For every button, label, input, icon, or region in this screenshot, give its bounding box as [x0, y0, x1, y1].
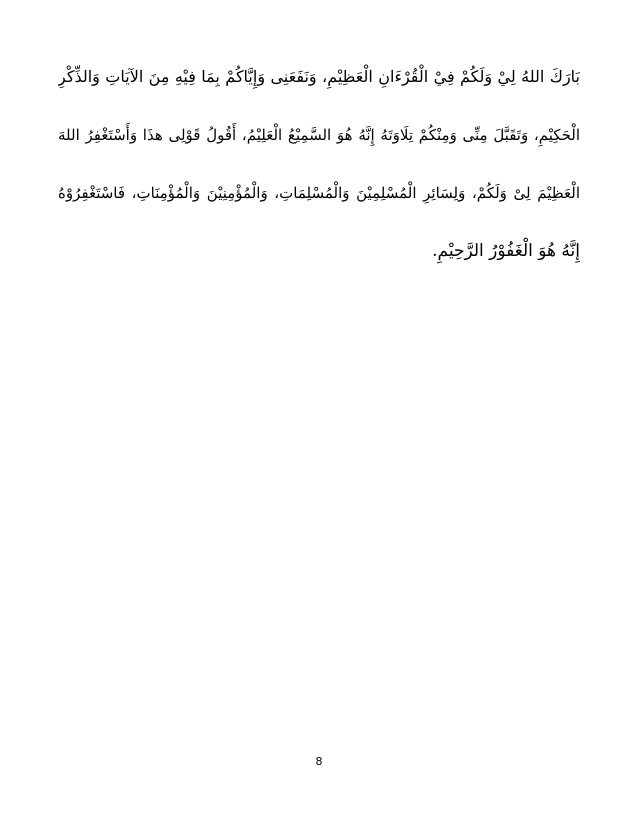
- arabic-paragraph: [58, 48, 580, 280]
- page-number: 8: [315, 755, 323, 768]
- text-line-1: بَارَكَ اللهُ لِيْ وَلَكُمْ فِيْ الْقُرْءَانِ الْعَظِيْمِ، وَنَفَعَنِى وَإِيَّاكُمْ بِمَا فِيْهِ مِنَ الآيَاتِ وَالذِّكْرِ: [58, 67, 580, 86]
- text-line-2: الْحَكِيْمِ، وَتَقَبَّلَ مِنِّى وَمِنْكُمْ تِلَاوَتَهُ إِنَّهُ هُوَ السَّمِيْعُ الْعَلِيْمُ، أَقُولُ قَوْلِى هذَا وَأَسْتَغْفِرُ اللهَ: [58, 126, 580, 144]
- text-line-4: إِنَّهُ هُوَ الْغَفُوْرُ الرَّحِيْمِ.: [432, 241, 580, 261]
- text-line-3: الْعَظِيْمَ لِىْ وَلَكُمْ، وَلِسَائِرِ الْمُسْلِمِيْنَ وَالْمُسْلِمَاتِ، وَالْمُؤْمِنِيْنَ وَالْمُؤْمِنَاتِ، فَاسْتَغْفِرُوْهُ: [58, 184, 580, 202]
